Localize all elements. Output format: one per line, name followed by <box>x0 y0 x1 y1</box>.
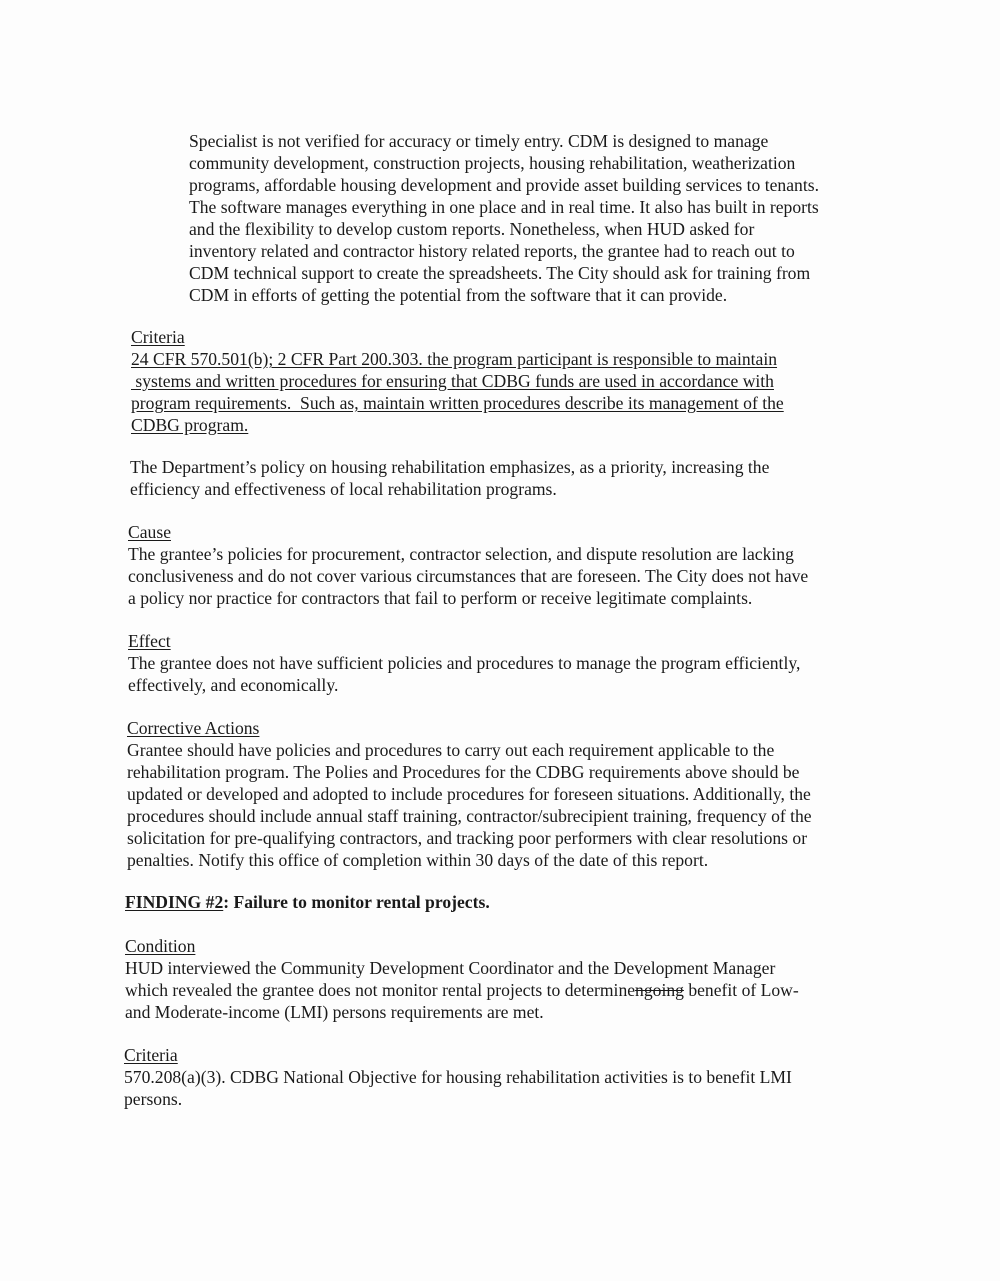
effect-section <box>128 630 800 696</box>
section-heading: Effect <box>128 631 171 651</box>
text-line: effectively, and economically. <box>128 675 339 695</box>
text-line: a policy nor practice for contractors that fail to perform or receive legitimate complaints. <box>128 588 753 608</box>
text-line: inventory related and contractor history related reports, the grantee had to reach out to <box>189 241 795 261</box>
text-line: The grantee’s policies for procurement, contractor selection, and dispute resolution are lacking <box>128 544 794 564</box>
struck-text: ngoing <box>635 980 684 1000</box>
text-line: The grantee does not have sufficient policies and procedures to manage the program efficiently, <box>128 653 801 673</box>
text-line: and Moderate-income (LMI) persons requirements are met. <box>125 1002 544 1022</box>
text-line: The Department’s policy on housing rehabilitation emphasizes, as a priority, increasing the <box>130 457 770 477</box>
text-segment: benefit of Low- <box>683 980 799 1000</box>
text-line: conclusiveness and do not cover various circumstances that are foreseen. The City does not have <box>128 566 809 586</box>
text-line: HUD interviewed the Community Development Coordinator and the Development Manager <box>125 958 776 978</box>
criteria-section <box>131 326 784 436</box>
cause-section <box>128 521 808 609</box>
text-line: updated or developed and adopted to include procedures for foreseen situations. Additionally, the <box>127 784 811 804</box>
criteria-section-2 <box>124 1044 792 1110</box>
corrective-actions-section <box>127 717 812 871</box>
regulation-text-line: 24 CFR 570.501(b); 2 CFR Part 200.303. the program participant is responsible to maintain <box>131 349 778 369</box>
condition-section <box>125 935 799 1023</box>
section-heading: Criteria <box>131 327 185 347</box>
regulation-text-line: systems and written procedures for ensuring that CDBG funds are used in accordance with <box>131 371 774 391</box>
section-heading: Criteria <box>124 1045 178 1065</box>
finding-title: : Failure to monitor rental projects. <box>223 892 490 912</box>
text-line: Specialist is not verified for accuracy or timely entry. CDM is designed to manage <box>189 131 769 151</box>
section-heading: Condition <box>125 936 196 956</box>
text-segment: determine <box>564 980 636 1000</box>
text-line: efficiency and effectiveness of local rehabilitation programs. <box>130 479 557 499</box>
finding-label: FINDING #2 <box>125 892 224 912</box>
text-line: 570.208(a)(3). CDBG National Objective for housing rehabilitation activities is to benefit LMI <box>124 1067 792 1087</box>
text-line: and the flexibility to develop custom reports. Nonetheless, when HUD asked for <box>189 219 755 239</box>
policy-paragraph <box>130 456 769 500</box>
text-line: programs, affordable housing development and provide asset building services to tenants. <box>189 175 819 195</box>
text-line: penalties. Notify this office of completion within 30 days of the date of this report. <box>127 850 709 870</box>
text-line: Grantee should have policies and procedures to carry out each requirement applicable to the <box>127 740 775 760</box>
regulation-text-line: CDBG program. <box>131 415 249 435</box>
text-line: rehabilitation program. The Polies and Procedures for the CDBG requirements above should be <box>127 762 800 782</box>
regulation-text-line: program requirements. Such as, maintain written procedures describe its management of the <box>131 393 784 413</box>
text-line: community development, construction projects, housing rehabilitation, weatherization <box>189 153 796 173</box>
finding-heading <box>125 891 490 913</box>
text-line: CDM in efforts of getting the potential from the software that it can provide. <box>189 285 728 305</box>
text-segment: which revealed the grantee does not monitor rental projects to <box>125 980 565 1000</box>
text-line: procedures should include annual staff training, contractor/subrecipient training, frequency of the <box>127 806 812 826</box>
section-heading: Cause <box>128 522 171 542</box>
text-line: solicitation for pre-qualifying contractors, and tracking poor performers with clear resolutions or <box>127 828 808 848</box>
text-line <box>125 979 799 1001</box>
text-line: persons. <box>124 1089 183 1109</box>
section-heading: Corrective Actions <box>127 718 260 738</box>
text-line: CDM technical support to create the spreadsheets. The City should ask for training from <box>189 263 811 283</box>
text-line: The software manages everything in one place and in real time. It also has built in reports <box>189 197 819 217</box>
intro-paragraph <box>189 130 819 306</box>
